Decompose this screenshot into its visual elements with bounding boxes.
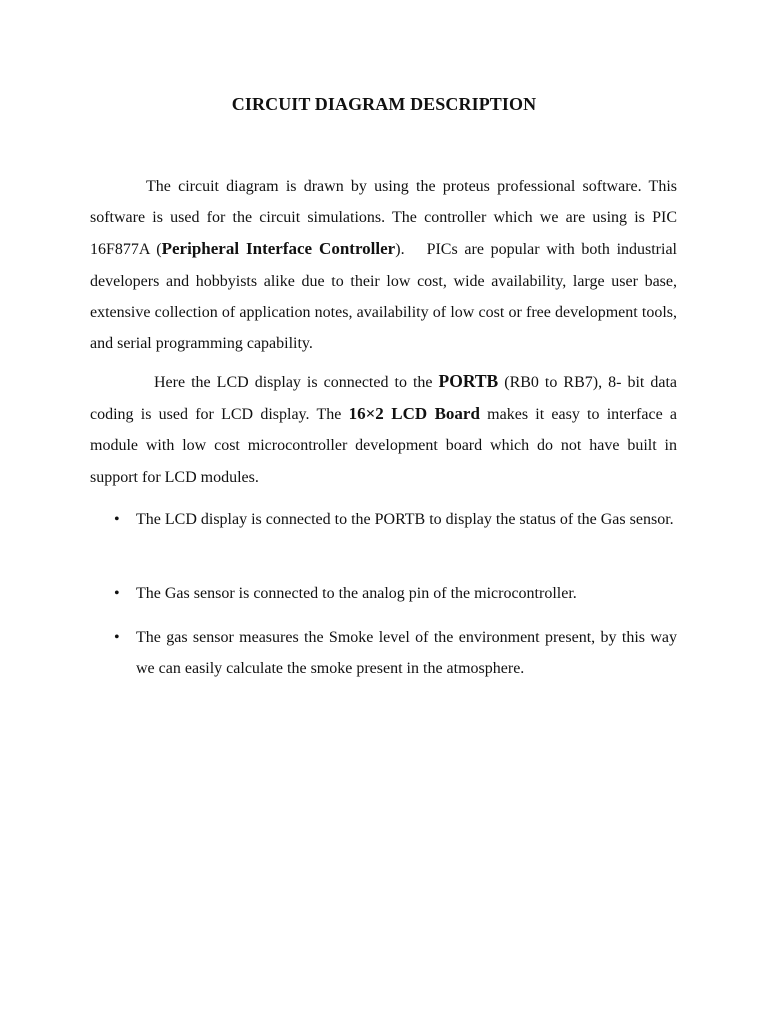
list-item	[90, 504, 677, 535]
bullet-icon: •	[114, 585, 120, 602]
paragraph-intro-text-b: ).	[395, 241, 405, 259]
list-item-text: The gas sensor measures the Smoke level of the environment present, by this way we can easily calculate the smoke present in the atmosphere.	[136, 629, 677, 678]
paragraph-lcd-text-c: makes it easy to interface a module with low cost microcontroller development board which do not have built in support for LCD modules.	[90, 406, 677, 486]
list-item-text: The LCD display is connected to the PORTB to display the status of the Gas sensor.	[136, 511, 674, 528]
bullet-icon: •	[114, 629, 120, 646]
paragraph-lcd-bold-board: 16×2 LCD Board	[348, 404, 480, 424]
paragraph-lcd-bold-portb: PORTB	[438, 371, 499, 391]
bullet-icon: •	[114, 511, 120, 528]
paragraph-intro	[90, 171, 677, 359]
list-item-text: The Gas sensor is connected to the analog pin of the microcontroller.	[136, 585, 577, 602]
list-item	[90, 578, 677, 609]
paragraph-lcd-text-a: Here the LCD display is connected to the	[154, 374, 439, 391]
paragraph-intro-text-a: The circuit diagram is drawn by using the proteus professional software. This software is used for the circuit simulations. The controller which we are using is PIC 16F877A (	[90, 178, 677, 259]
paragraph-intro-text-c: PICs are popular with both industrial developers and hobbyists alike due to their low cost, wide availability, large user base, extensive collection of application notes, availability of low cost or free development tools, and serial programming capability.	[90, 241, 678, 353]
paragraph-intro-bold-term: Peripheral Interface Controller	[161, 239, 396, 259]
paragraph-lcd	[90, 366, 677, 493]
page-title: CIRCUIT DIAGRAM DESCRIPTION	[231, 94, 537, 114]
paragraph-lcd-text-b: (RB0 to RB7), 8- bit data coding is used for LCD display. The	[90, 374, 678, 424]
list-item	[90, 622, 677, 684]
